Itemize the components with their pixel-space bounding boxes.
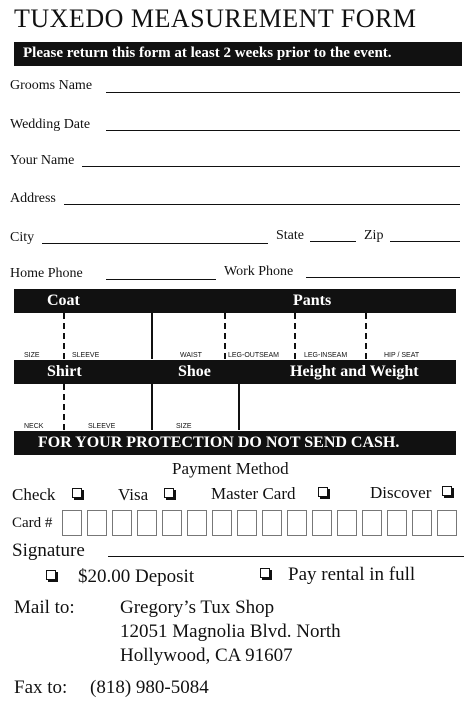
visa-option-label: Visa: [118, 485, 149, 504]
form-title: TUXEDO MEASUREMENT FORM: [14, 4, 417, 33]
hip-seat-label: HIP / SEAT: [384, 352, 420, 359]
card-digit-box[interactable]: [162, 510, 182, 536]
card-digit-box[interactable]: [412, 510, 432, 536]
coat-size-label: SIZE: [24, 352, 40, 359]
mail-to-label: Mail to:: [14, 597, 75, 618]
card-digit-box[interactable]: [262, 510, 282, 536]
pay-full-label: Pay rental in full: [288, 564, 416, 585]
card-digit-box[interactable]: [62, 510, 82, 536]
coat-sleeve-input[interactable]: [65, 318, 151, 350]
no-cash-warning: FOR YOUR PROTECTION DO NOT SEND CASH.: [14, 431, 456, 455]
fax-to-label: Fax to:: [14, 677, 68, 698]
card-digit-box[interactable]: [237, 510, 257, 536]
city-label: City: [10, 230, 35, 245]
card-digit-box[interactable]: [337, 510, 357, 536]
leg-outseam-label: LEG-OUTSEAM: [228, 352, 279, 359]
discover-option-label: Discover: [370, 483, 432, 502]
waist-label: WAIST: [180, 352, 202, 359]
check-checkbox[interactable]: [72, 488, 82, 498]
shoe-size-label: SIZE: [176, 423, 192, 430]
shirt-sleeve-label: SLEEVE: [88, 423, 116, 430]
signature-label: Signature: [12, 540, 85, 561]
card-digit-box[interactable]: [187, 510, 207, 536]
shop-street: 12051 Magnolia Blvd. North: [120, 621, 341, 642]
your-name-label: Your Name: [10, 153, 75, 168]
shop-name: Gregory’s Tux Shop: [120, 597, 275, 618]
state-label: State: [276, 228, 304, 243]
coat-heading: Coat: [47, 292, 80, 309]
height-weight-heading: Height and Weight: [290, 363, 419, 380]
visa-checkbox[interactable]: [164, 488, 174, 498]
state-field[interactable]: [310, 241, 356, 242]
coat-pants-bar: [14, 289, 456, 313]
payment-method-heading: Payment Method: [172, 459, 289, 478]
signature-field[interactable]: [108, 556, 464, 557]
work-phone-label: Work Phone: [224, 264, 294, 279]
check-option-label: Check: [12, 485, 56, 504]
neck-input[interactable]: [14, 389, 63, 421]
master-card-checkbox[interactable]: [318, 487, 328, 497]
card-digit-box[interactable]: [137, 510, 157, 536]
card-digit-box[interactable]: [437, 510, 457, 536]
shirt-heading: Shirt: [47, 363, 82, 380]
card-number-label: Card #: [12, 515, 53, 531]
shoe-heading: Shoe: [178, 363, 211, 380]
card-digit-box[interactable]: [212, 510, 232, 536]
grooms-name-field[interactable]: [106, 92, 460, 93]
card-digit-box[interactable]: [362, 510, 382, 536]
master-card-option-label: Master Card: [211, 484, 296, 503]
shop-city: Hollywood, CA 91607: [120, 645, 293, 666]
work-phone-field[interactable]: [306, 277, 460, 278]
city-field[interactable]: [42, 243, 268, 244]
hip-seat-input[interactable]: [367, 318, 456, 350]
leg-inseam-label: LEG-INSEAM: [304, 352, 348, 359]
address-field[interactable]: [64, 204, 460, 205]
fax-number: (818) 980-5084: [90, 677, 209, 698]
card-digit-box[interactable]: [87, 510, 107, 536]
coat-size-input[interactable]: [14, 318, 63, 350]
leg-inseam-input[interactable]: [296, 318, 365, 350]
card-digit-box[interactable]: [387, 510, 407, 536]
address-label: Address: [10, 191, 56, 206]
leg-outseam-input[interactable]: [226, 318, 294, 350]
coat-sleeve-label: SLEEVE: [72, 352, 100, 359]
grooms-name-label: Grooms Name: [10, 78, 93, 93]
pay-full-checkbox[interactable]: [260, 568, 270, 578]
discover-checkbox[interactable]: [442, 486, 452, 496]
deposit-checkbox[interactable]: [46, 570, 56, 580]
shirt-shoe-bar: [14, 360, 456, 384]
wedding-date-label: Wedding Date: [10, 117, 91, 132]
waist-input[interactable]: [153, 318, 224, 350]
card-digit-box[interactable]: [312, 510, 332, 536]
height-weight-input[interactable]: [240, 389, 456, 421]
zip-field[interactable]: [390, 241, 460, 242]
neck-label: NECK: [24, 423, 44, 430]
card-digit-box[interactable]: [112, 510, 132, 536]
return-notice: Please return this form at least 2 weeks prior to the event.: [14, 42, 462, 66]
card-digit-box[interactable]: [287, 510, 307, 536]
zip-label: Zip: [364, 228, 384, 243]
shirt-sleeve-input[interactable]: [65, 389, 151, 421]
home-phone-field[interactable]: [106, 279, 216, 280]
shoe-size-input[interactable]: [153, 389, 238, 421]
pants-heading: Pants: [293, 292, 332, 309]
deposit-label: $20.00 Deposit: [78, 566, 195, 587]
your-name-field[interactable]: [82, 166, 460, 167]
home-phone-label: Home Phone: [10, 266, 83, 281]
wedding-date-field[interactable]: [106, 130, 460, 131]
